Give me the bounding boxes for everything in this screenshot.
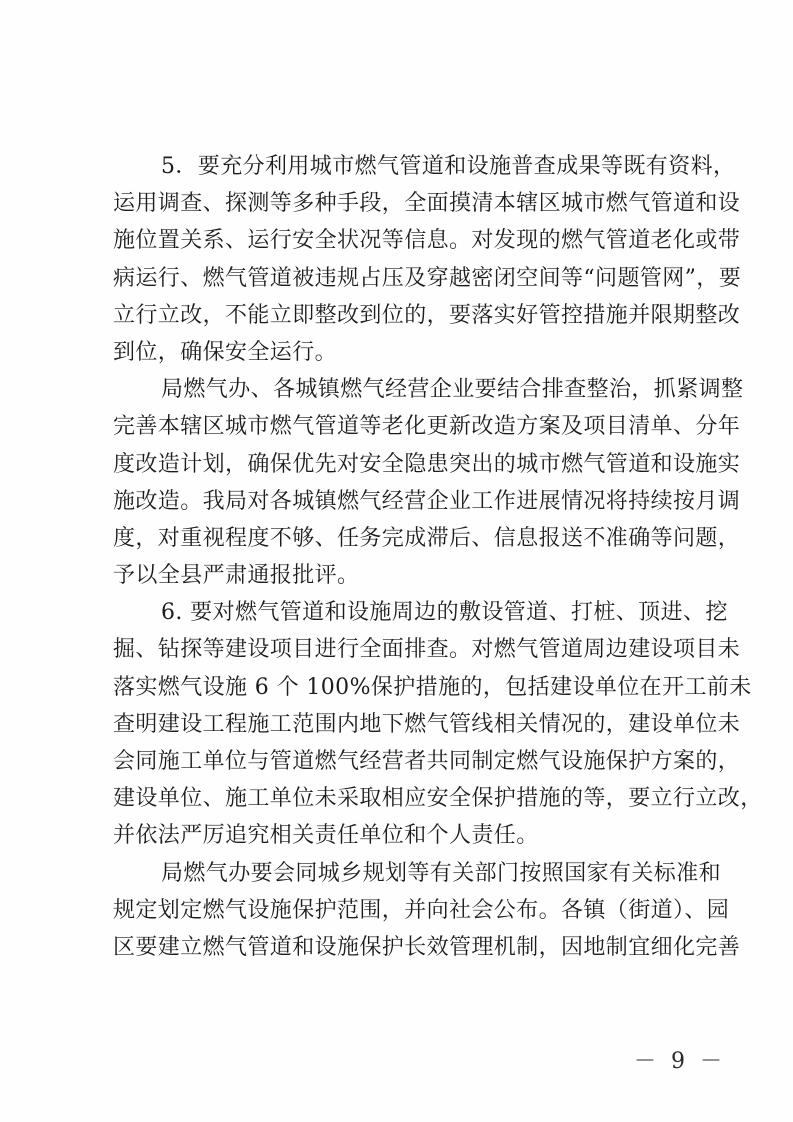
text-line: 落实燃气设施 6 个 100%保护措施的，包括建设单位在开工前未 — [113, 674, 752, 700]
text-line: 立行立改，不能立即整改到位的，要落实好管控措施并限期整改 — [113, 302, 741, 328]
text-line: 建设单位、施工单位未采取相应安全保护措施的等，要立行立改， — [113, 786, 763, 812]
body-text — [113, 148, 763, 966]
text-line: 区要建立燃气管道和设施保护长效管理机制，因地制宜细化完善 — [113, 934, 741, 960]
text-line: 会同施工单位与管道燃气经营者共同制定燃气设施保护方案的， — [113, 749, 741, 774]
text-line: 掘、钻探等建设项目进行全面排查。对燃气管道周边建设项目未 — [113, 637, 741, 663]
text-line: 查明建设工程施工范围内地下燃气管线相关情况的，建设单位未 — [113, 711, 741, 737]
text-line: 规定划定燃气设施保护范围，并向社会公布。各镇（街道）、园 — [113, 897, 730, 923]
text-line: 完善本辖区城市燃气管道等老化更新改造方案及项目清单、分年 — [113, 414, 741, 440]
text-line: 6. 要对燃气管道和设施周边的敷设管道、打桩、顶进、挖 — [161, 600, 728, 626]
paragraph-protection-scope — [113, 855, 741, 967]
text-line: 局燃气办、各城镇燃气经营企业要结合排查整治，抓紧调整 — [161, 377, 744, 403]
paragraph-item-6 — [113, 594, 763, 854]
page-number: － 9 － — [634, 1049, 726, 1074]
text-line: 度，对重视程度不够、任务完成滞后、信息报送不准确等问题， — [113, 525, 741, 551]
text-line: 病运行、燃气管道被违规占压及穿越密闭空间等“问题管网”，要 — [113, 265, 742, 291]
text-line: 局燃气办要会同城乡规划等有关部门按照国家有关标准和 — [161, 860, 722, 886]
paragraph-gas-office-renovation — [113, 371, 744, 594]
text-line: 并依法严厉追究相关责任单位和个人责任。 — [113, 823, 539, 849]
text-line: 到位，确保安全运行。 — [113, 339, 338, 365]
text-line: 度改造计划，确保优先对安全隐患突出的城市燃气管道和设施实 — [113, 451, 741, 477]
text-line: 予以全县严肃通报批评。 — [113, 563, 360, 589]
paragraph-item-5 — [113, 148, 742, 371]
text-line: 5．要充分利用城市燃气管道和设施普查成果等既有资料， — [161, 154, 736, 179]
text-line: 施改造。我局对各城镇燃气经营企业工作进展情况将持续按月调 — [113, 488, 741, 514]
text-line: 施位置关系、运行安全状况等信息。对发现的燃气管道老化或带 — [113, 228, 741, 254]
text-line: 运用调查、探测等多种手段，全面摸清本辖区城市燃气管道和设 — [113, 191, 741, 217]
